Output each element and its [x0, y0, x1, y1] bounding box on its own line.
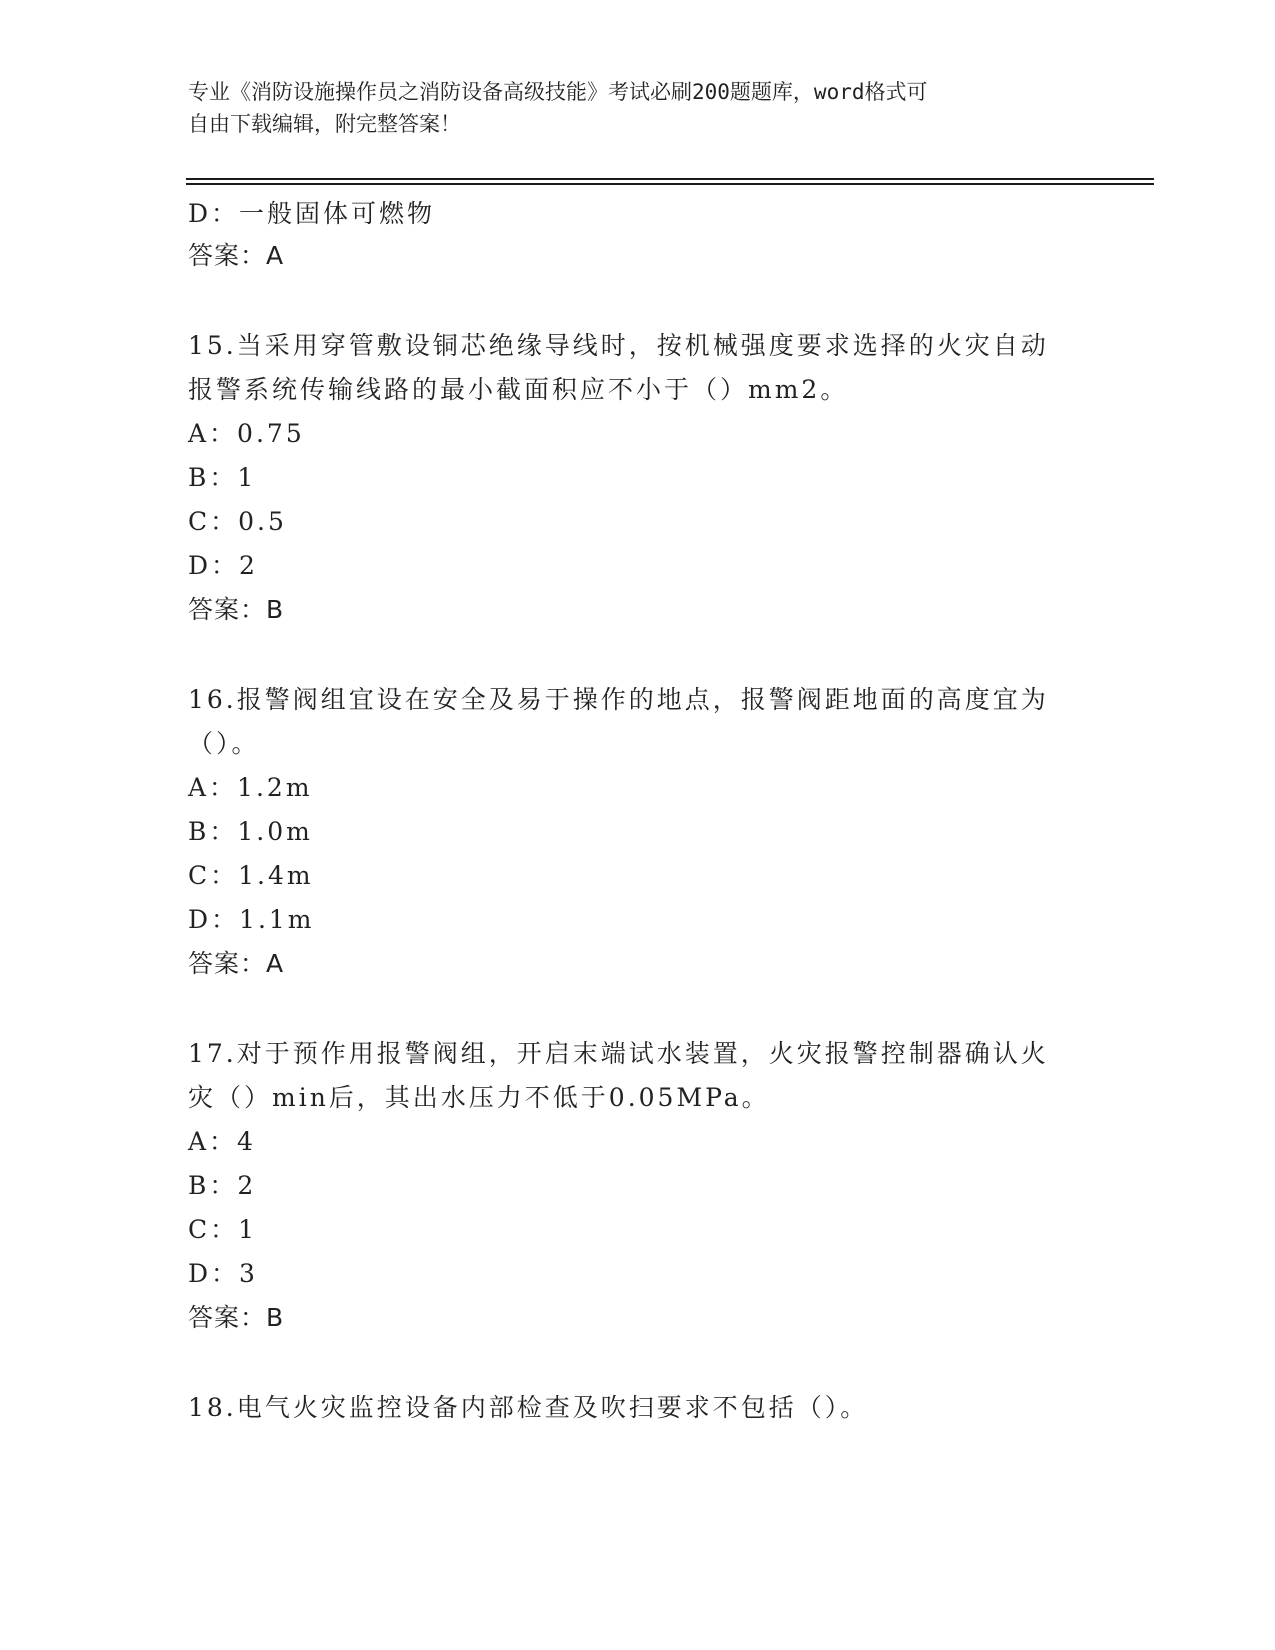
- q16-answer: 答案：A: [188, 949, 285, 978]
- q16-option-a: A：1.2m: [188, 773, 313, 802]
- q17-stem-line-2: 灾（）min后，其出水压力不低于0.05MPa。: [188, 1083, 770, 1112]
- page-header: [188, 76, 1068, 140]
- q15-stem-line-1: 15.当采用穿管敷设铜芯绝缘导线时，按机械强度要求选择的火灾自动: [188, 331, 1049, 360]
- q16-option-c: C：1.4m: [188, 861, 314, 890]
- q15-option-d: D：2: [188, 551, 258, 580]
- q17-option-c: C：1: [188, 1215, 258, 1244]
- q17-answer: 答案：B: [188, 1303, 285, 1332]
- q16-stem-line-1: 16.报警阀组宜设在安全及易于操作的地点，报警阀距地面的高度宜为: [188, 685, 1049, 714]
- q15-stem-line-2: 报警系统传输线路的最小截面积应不小于（）mm2。: [188, 375, 849, 404]
- q17-option-a: A：4: [188, 1127, 256, 1156]
- q16-stem-line-2: （）。: [188, 729, 260, 758]
- q15-option-b: B：1: [188, 463, 257, 492]
- prev-option-d: D：一般固体可燃物: [188, 199, 436, 228]
- q17-option-b: B：2: [188, 1171, 257, 1200]
- header-title-line-2: 自由下载编辑，附完整答案！: [188, 112, 461, 136]
- header-divider-bottom: [186, 183, 1154, 185]
- q15-option-a: A：0.75: [188, 419, 305, 448]
- q17-option-d: D：3: [188, 1259, 258, 1288]
- prev-answer: 答案：A: [188, 241, 285, 270]
- q17-stem-line-1: 17.对于预作用报警阀组，开启末端试水装置，火灾报警控制器确认火: [188, 1039, 1049, 1068]
- q18-stem-line-1: 18.电气火灾监控设备内部检查及吹扫要求不包括（）。: [188, 1393, 869, 1422]
- q16-option-d: D：1.1m: [188, 905, 315, 934]
- header-title-line-1: 专业《消防设施操作员之消防设备高级技能》考试必刷200题题库，word格式可: [188, 80, 928, 104]
- q15-answer: 答案：B: [188, 595, 285, 624]
- q16-option-b: B：1.0m: [188, 817, 313, 846]
- q15-option-c: C：0.5: [188, 507, 287, 536]
- header-divider-top: [186, 178, 1154, 180]
